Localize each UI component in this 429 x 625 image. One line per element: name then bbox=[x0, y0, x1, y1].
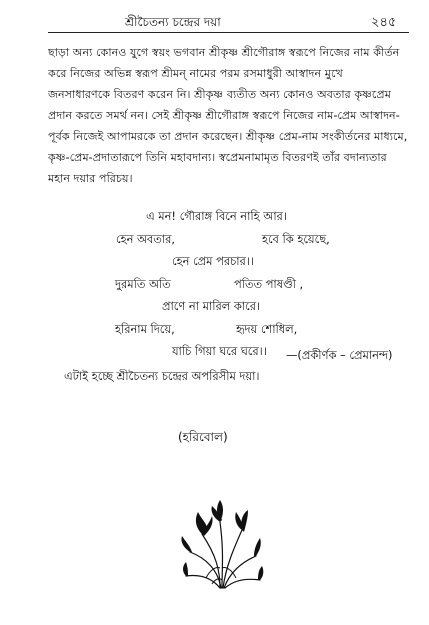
poem-line: দুরমতি অতি bbox=[115, 277, 171, 291]
page-title: শ্রীচৈতন্য চন্দ্রের দয়া bbox=[125, 15, 221, 29]
paragraph-line: করে নিজের অভিন্ন স্বরূপ শ্রীমন্ নামের পরম রসমাধুরী আস্বাদন মুখে bbox=[48, 67, 343, 80]
poem-line: প্রাণে না মারিল কারে। bbox=[162, 299, 261, 313]
poem-line: যাচি গিয়া ঘরে ঘরে।। bbox=[172, 344, 267, 358]
poem-line: হেন অবতার, bbox=[116, 232, 175, 246]
poem-line: এ মন! গৌরাঙ্গ বিনে নাহি আর। bbox=[146, 209, 287, 223]
poem-line: হেন প্রেম পরচার।। bbox=[172, 254, 254, 268]
poem-line: হরিনাম দিয়ে, bbox=[115, 322, 175, 336]
paragraph-line: কৃষ্ণ-প্রেম-প্রদাতারূপে তিনি মহাবদান্য। স্বপ্রেমনামামৃত বিতরণই তাঁর বদান্যতার bbox=[48, 151, 387, 164]
paragraph-line: মহান দয়ার পরিচয়। bbox=[48, 172, 133, 185]
paragraph-line: জনসাধারণকে বিতরণ করেন নি। শ্রীকৃষ্ণ ব্যতীত অন্য কোনও অবতার কৃষ্ণপ্রেম bbox=[48, 88, 391, 101]
poem-line: হবে কি হয়েছে, bbox=[262, 232, 330, 246]
paragraph-line: পূর্বক নিজেই আপামরকে তা প্রদান করেছেন। শ্রীকৃষ্ণ প্রেম-নাম সংকীর্তনের মাধ্যমে, bbox=[48, 130, 408, 143]
paragraph-line: ছাড়া অন্য কোনও যুগে স্বয়ং ভগবান শ্রীকৃষ্ণ শ্রীগৌরাঙ্গ স্বরূপে নিজের নাম কীর্তন bbox=[48, 46, 400, 59]
poem-attribution: —(প্রকীর্ণক – প্রেমানন্দ) bbox=[286, 348, 393, 362]
poem-line: হৃদয় শোধিল, bbox=[236, 322, 298, 336]
haribol-text: (হরিবোল) bbox=[178, 430, 228, 444]
paragraph-line: প্রদান করতে সমর্থ নন। সেই শ্রীকৃষ্ণ শ্রীগৌরাঙ্গ স্বরূপে নিজের নাম-প্রেম আস্বাদন- bbox=[48, 109, 400, 122]
closing-line: এটাই হচ্ছে শ্রীচৈতন্য চন্দ্রের অপরিসীম দয়া। bbox=[64, 369, 260, 383]
poem-line: পতিত পাষণ্ডী , bbox=[234, 277, 304, 291]
page-number: ২৪৫ bbox=[371, 15, 397, 30]
flower-bouquet-icon bbox=[176, 500, 266, 590]
